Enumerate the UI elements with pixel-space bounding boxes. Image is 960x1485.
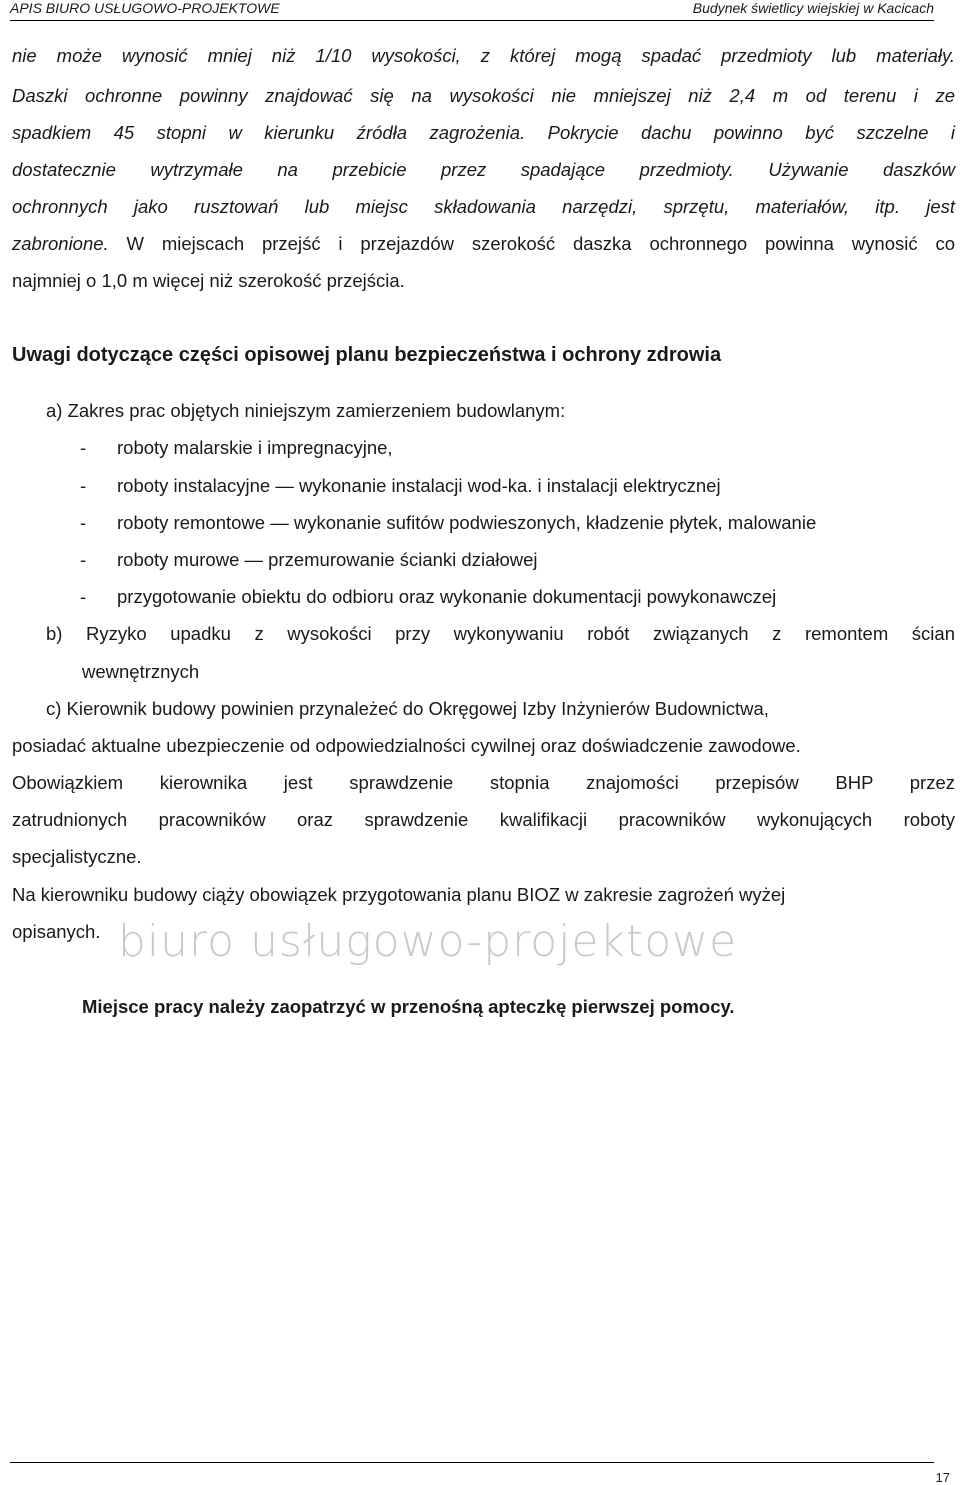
list-item: roboty murowe — przemurowanie ścianki działowej xyxy=(117,549,538,570)
para1-line5: ochronnych jako rusztowań lub miejsc składowania narzędzi, sprzętu, materiałów, itp. jest xyxy=(12,196,955,217)
page-header xyxy=(10,0,934,21)
bullet-dash-2: - xyxy=(80,475,87,496)
header-company: APIS BIURO USŁUGOWO-PROJEKTOWE xyxy=(10,0,280,16)
para1-line4 xyxy=(12,159,955,181)
list-item: roboty instalacyjne — wykonanie instalacji wod-ka. i instalacji elektrycznej xyxy=(117,475,721,496)
page-number: 17 xyxy=(935,1470,950,1485)
para1-line4a: dostatecznie wytrzymałe na przebicie przez spadające przedmioty. xyxy=(12,159,734,180)
watermark-text: biuro usługowo-projektowe xyxy=(118,916,738,967)
list-item: przygotowanie obiektu do odbioru oraz wykonanie dokumentacji powykonawczej xyxy=(117,586,777,607)
watermark-logo xyxy=(118,910,878,970)
para1-line6 xyxy=(12,233,955,255)
list-c-line5: specjalistyczne. xyxy=(12,846,142,867)
list-c-line6: Na kierowniku budowy ciąży obowiązek przygotowania planu BIOZ w zakresie zagrożeń wyżej xyxy=(12,884,786,905)
para1-line6a: zabronione. xyxy=(12,233,109,254)
section-heading: Uwagi dotyczące części opisowej planu bezpieczeństwa i ochrony zdrowia xyxy=(12,344,722,366)
para1-line3 xyxy=(12,122,955,144)
list-c-line3: Obowiązkiem kierownika jest sprawdzenie stopnia znajomości przepisów BHP przez xyxy=(12,772,955,793)
bullet-dash-1: - xyxy=(80,437,87,458)
bullet-dash-4: - xyxy=(80,549,87,570)
list-c-line7: opisanych. xyxy=(12,921,101,942)
list-c-line1: c) Kierownik budowy powinien przynależeć do Okręgowej Izby Inżynierów Budownictwa, xyxy=(46,698,769,719)
footer-divider xyxy=(10,1462,934,1463)
list-c-line2: posiadać aktualne ubezpieczenie od odpowiedzialności cywilnej oraz doświadczenie zawodowe. xyxy=(12,735,801,756)
final-note: Miejsce pracy należy zaopatrzyć w przenośną apteczkę pierwszej pomocy. xyxy=(82,996,735,1017)
bullet-dash-5: - xyxy=(80,586,87,607)
list-c-line4: zatrudnionych pracowników oraz sprawdzenie kwalifikacji pracowników wykonujących roboty xyxy=(12,809,955,830)
list-a: a) Zakres prac objętych niniejszym zamierzeniem budowlanym: xyxy=(46,400,566,421)
header-project: Budynek świetlicy wiejskiej w Kacicach xyxy=(692,0,934,16)
para1-line4b: Używanie daszków xyxy=(733,159,955,180)
list-b-line1: b) Ryzyko upadku z wysokości przy wykonywaniu robót związanych z remontem ścian xyxy=(46,623,955,644)
list-item: roboty malarskie i impregnacyjne, xyxy=(117,437,393,458)
para1-line1: nie może wynosić mniej niż 1/10 wysokości, z której mogą spadać przedmioty lub materiały. xyxy=(12,45,955,66)
para1-line7: najmniej o 1,0 m więcej niż szerokość przejścia. xyxy=(12,270,405,291)
list-b-line2: wewnętrznych xyxy=(82,661,200,682)
para1-line3a: spadkiem 45 stopni w kierunku źródła zagrożenia. xyxy=(12,122,526,143)
para1-line3b: Pokrycie dachu powinno być szczelne i xyxy=(525,122,955,143)
para1-line2: Daszki ochronne powinny znajdować się na wysokości nie mniejszej niż 2,4 m od terenu i ze xyxy=(12,85,955,106)
bullet-dash-3: - xyxy=(80,512,87,533)
list-item: roboty remontowe — wykonanie sufitów podwieszonych, kładzenie płytek, malowanie xyxy=(117,512,817,533)
para1-line6b: W miejscach przejść i przejazdów szerokość daszka ochronnego powinna wynosić co xyxy=(108,233,955,254)
